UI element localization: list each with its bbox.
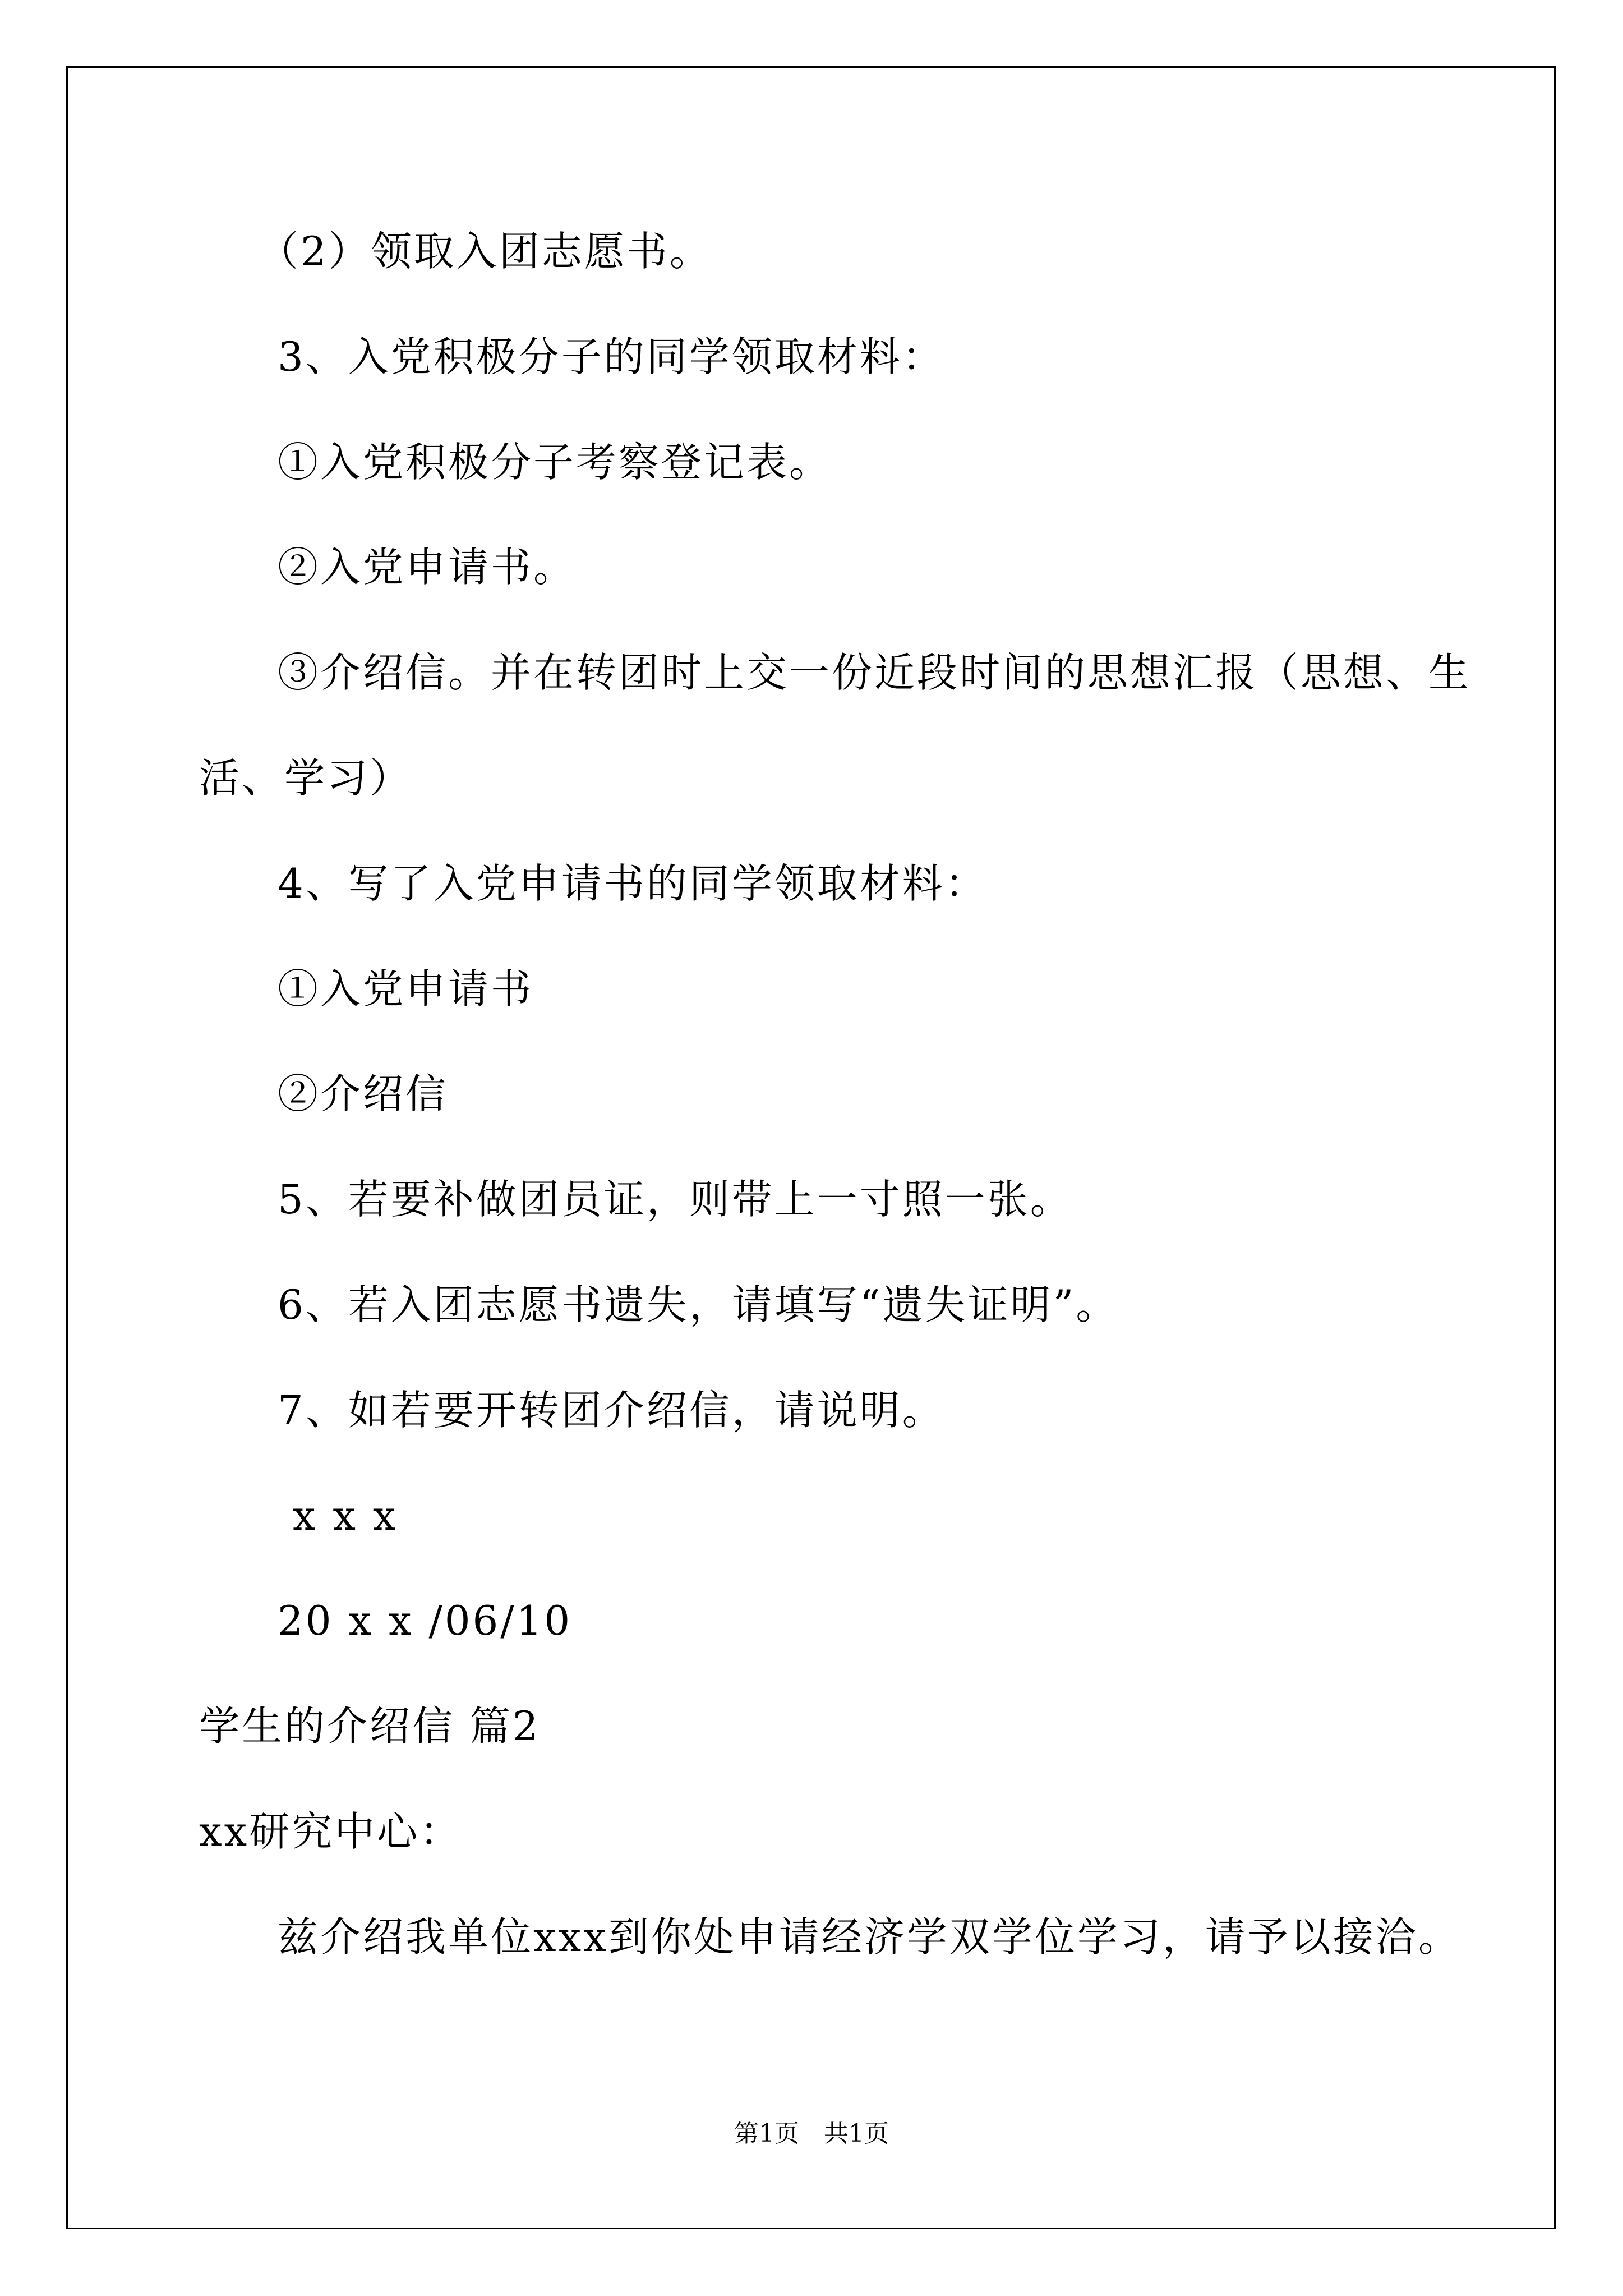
page-number: 第1页 共1页 bbox=[734, 2119, 889, 2148]
text-line: 3、入党积极分子的同学领取材料： bbox=[278, 333, 945, 380]
text-line: 5、若要补做团员证，则带上一寸照一张。 bbox=[278, 1176, 1073, 1223]
text-line: ①入党积极分子考察登记表。 bbox=[278, 439, 832, 486]
page-border bbox=[66, 66, 1556, 2229]
text-line: 7、如若要开转团介绍信，请说明。 bbox=[278, 1387, 945, 1434]
text-line: ①入党申请书 bbox=[278, 965, 534, 1013]
text-line: （2）领取入团志愿书。 bbox=[258, 228, 712, 275]
text-line: 6、若入团志愿书遗失，请填写“遗失证明”。 bbox=[278, 1281, 1119, 1328]
signature-name: x x x bbox=[278, 1492, 398, 1539]
text-line: 活、学习） bbox=[199, 754, 413, 802]
section-heading: 学生的介绍信 篇2 bbox=[199, 1703, 541, 1750]
addressee: xx研究中心： bbox=[199, 1808, 463, 1855]
text-line: 兹介绍我单位xxx到你处申请经济学双学位学习，请予以接洽。 bbox=[278, 1913, 1461, 1961]
text-line: 4、写了入党申请书的同学领取材料： bbox=[278, 860, 988, 907]
text-line: ②入党申请书。 bbox=[278, 544, 577, 591]
signature-date: 20 x x /06/10 bbox=[278, 1597, 573, 1644]
text-line: ③介绍信。并在转团时上交一份近段时间的思想汇报（思想、生 bbox=[278, 649, 1472, 696]
text-line: ②介绍信 bbox=[278, 1070, 449, 1117]
